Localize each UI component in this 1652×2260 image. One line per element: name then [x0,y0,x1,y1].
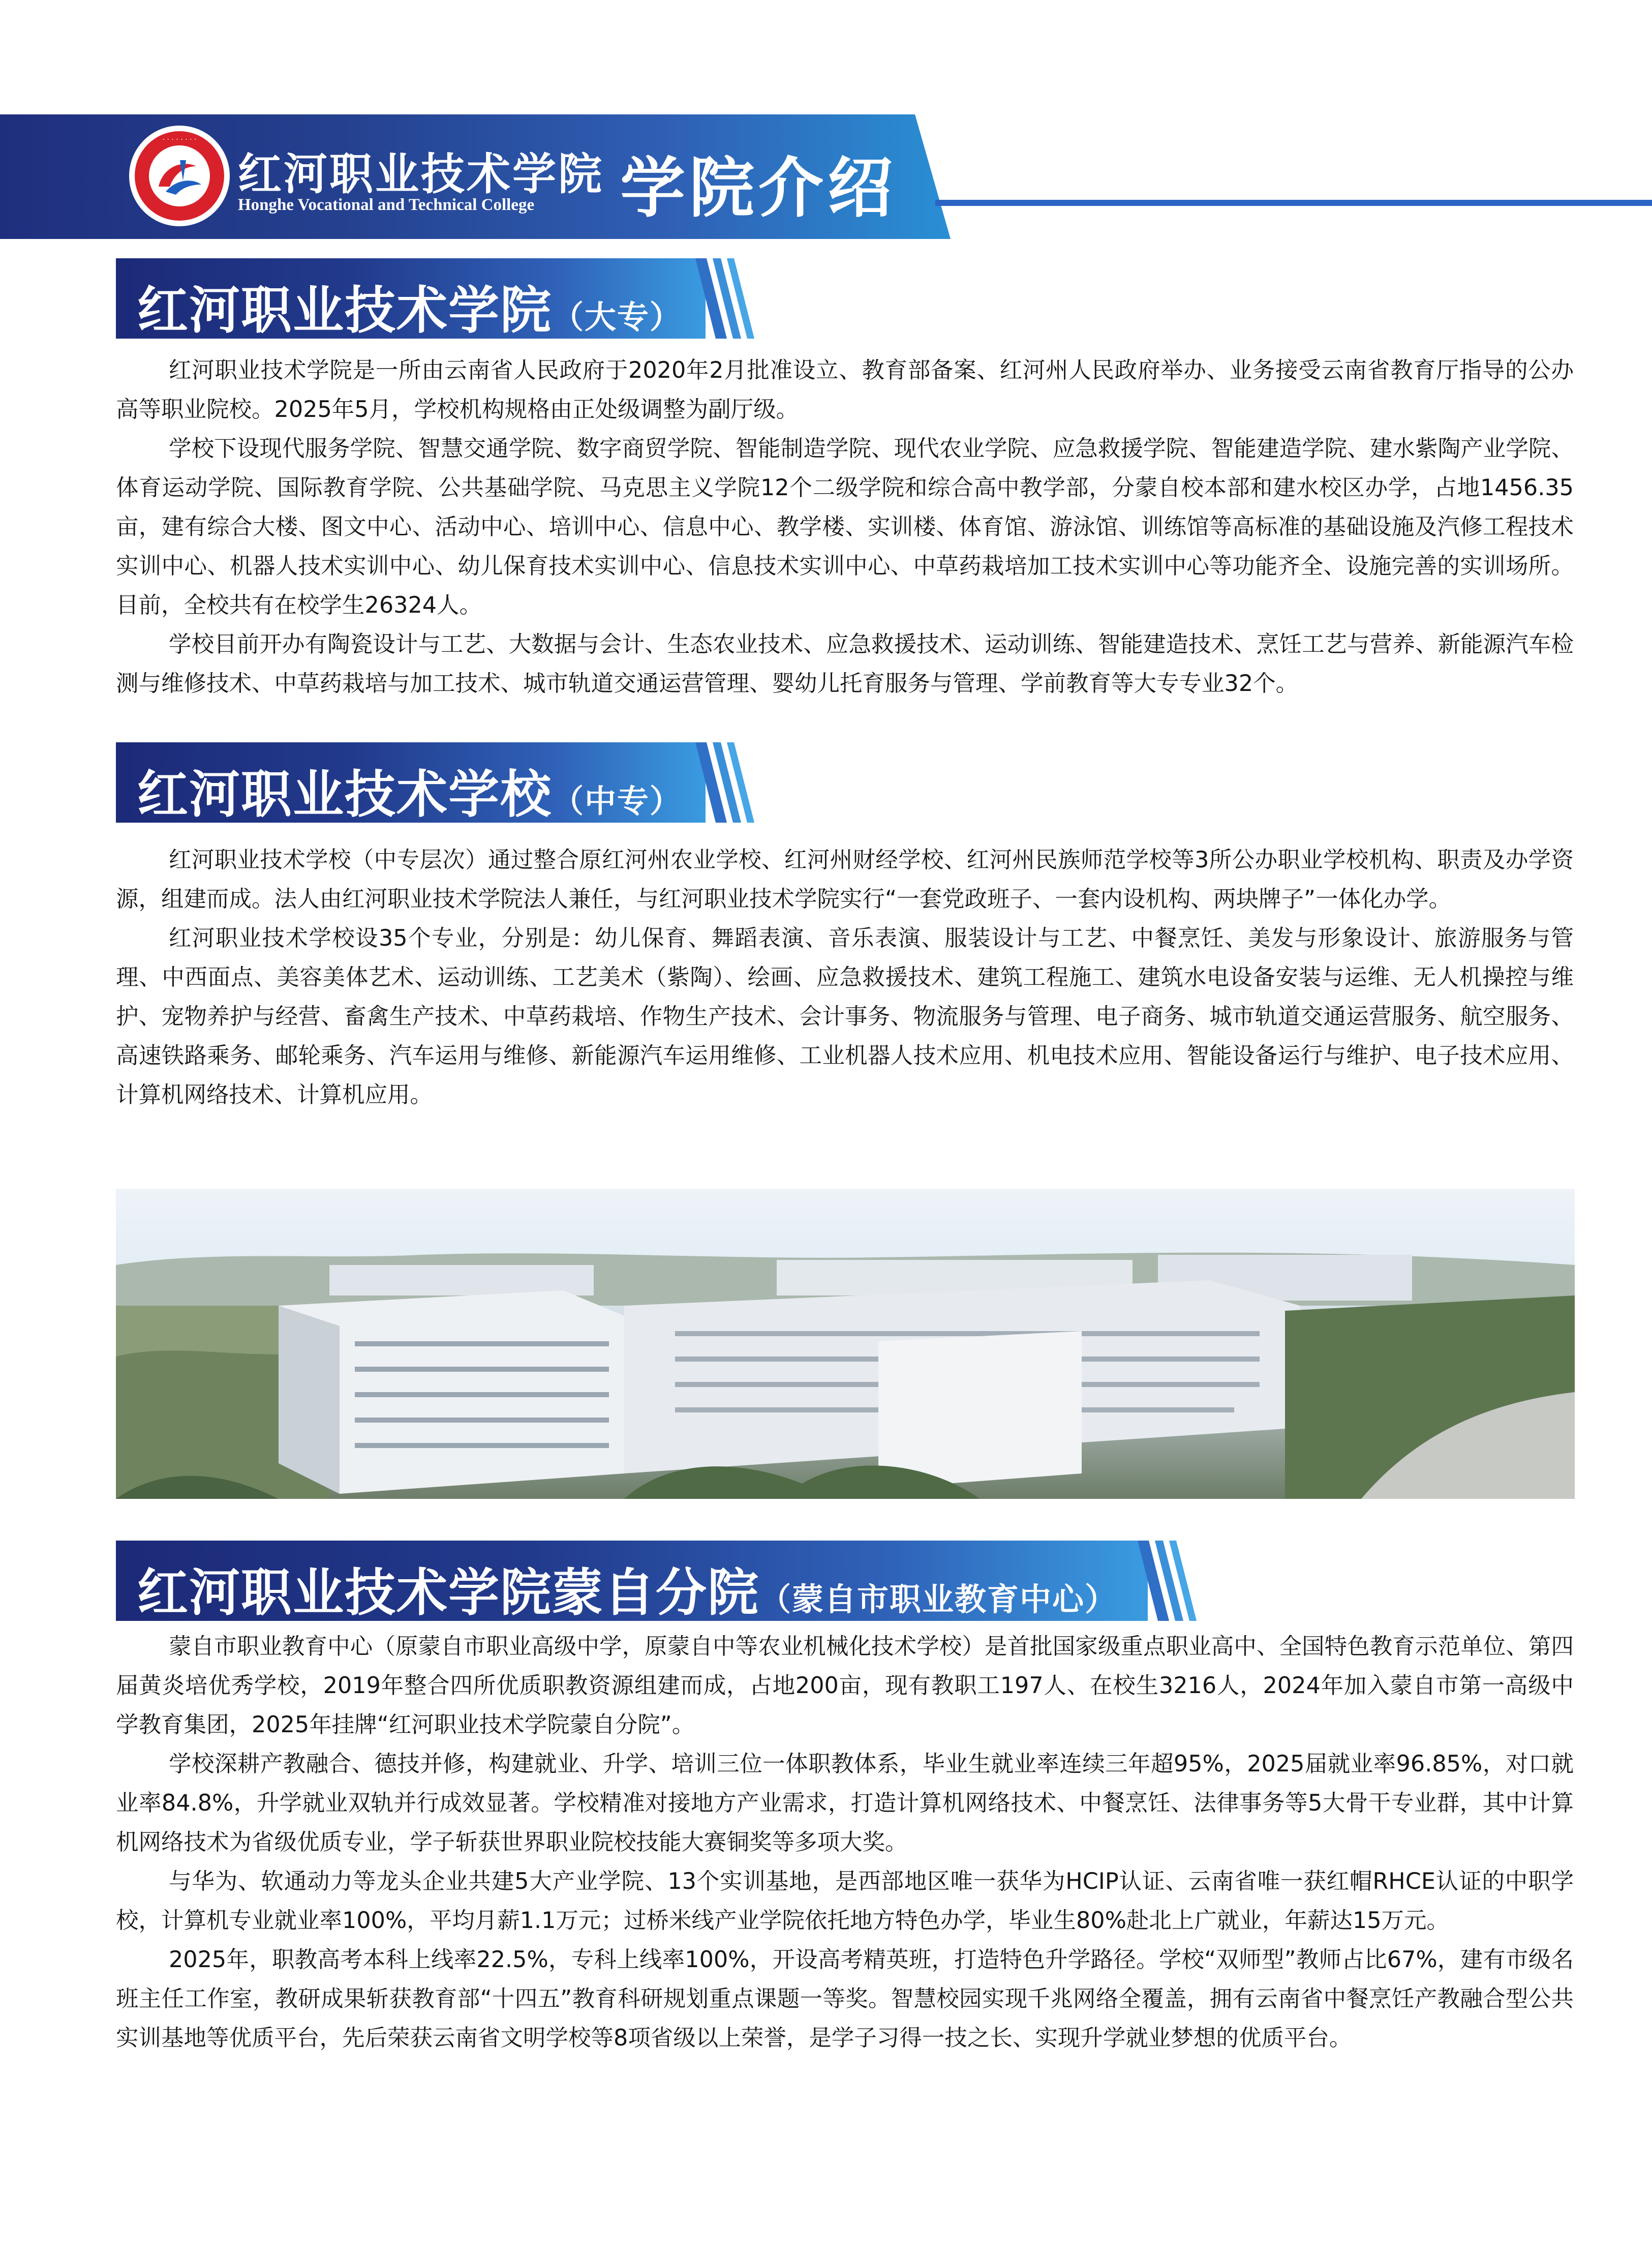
banner-accent-line [935,200,1652,206]
section-stripes [695,742,777,823]
page-title: 学院介绍 [620,150,897,226]
section-header-branch [116,1541,1224,1621]
paragraph: 2025年，职教高考本科上线率22.5%，专科上线率100%，开设高考精英班，打造特色升学路径。学校“双师型”教师占比67%，建有市级名班主任工作室，教研成果斩获教育部“十四五”教育科研规划重点课题一等奖。智慧校园实现千兆网络全覆盖，拥有云南省中餐烹饪产教融合型公共实训基地等优质平台，先后荣获云南省文明学校等8项省级以上荣誉，是学子习得一技之长、实现升学就业梦想的优质平台。 [116,1947,1574,2051]
section-title [137,1552,1117,1625]
paragraph: 红河职业技术学校设35个专业，分别是：幼儿保育、舞蹈表演、音乐表演、服装设计与工艺、中餐烹饪、美发与形象设计、旅游服务与管理、中西面点、美容美体艺术、运动训练、工艺美术（紫陶）、绘画、应急救援技术、建筑工程施工、建筑水电设备安装与运维、无人机操控与维护、宠物养护与经营、畜禽生产技术、中草药栽培、作物生产技术、会计事务、物流服务与管理、电子商务、城市轨道交通运营服务、航空服务、高速铁路乘务、邮轮乘务、汽车运用与维修、新能源汽车运用维修、工业机器人技术应用、机电技术应用、智能设备运行与维护、电子技术应用、计算机网络技术、计算机应用。 [116,925,1574,1108]
section-title-sub: （大专） [552,298,683,336]
section-title [137,269,682,343]
section-body-school [116,840,1574,1114]
campus-photo [116,1189,1575,1499]
section-title [137,754,682,827]
section-body-college [116,351,1574,703]
section-title-main: 红河职业技术学校 [137,764,552,824]
section-title-main: 红河职业技术学院 [137,280,552,340]
paragraph: 蒙自市职业教育中心（原蒙自市职业高级中学，原蒙自中等农业机械化技术学校）是首批国家级重点职业高中、全国特色教育示范单位、第四届黄炎培优秀学校，2019年整合四所优质职教资源组建而成，占地200亩，现有教职工197人、在校生3216人，2024年加入蒙自市第一高级中学教育集团，2025年挂牌“红河职业技术学院蒙自分院”。 [116,1634,1574,1738]
top-banner [0,114,1652,239]
school-logo [133,130,226,222]
paragraph: 与华为、软通动力等龙头企业共建5大产业学院、13个实训基地，是西部地区唯一获华为HCIP认证、云南省唯一获红帽RHCE认证的中职学校，计算机专业就业率100%，平均月薪1.1万元；过桥米线产业学院依托地方特色办学，毕业生80%赴北上广就业，年薪达15万元。 [116,1869,1574,1934]
paragraph: 学校深耕产教融合、德技并修，构建就业、升学、培训三位一体职教体系，毕业生就业率连续三年超95%，2025届就业率96.85%，对口就业率84.8%，升学就业双轨并行成效显著。学校精准对接地方产业需求，打造计算机网络技术、中餐烹饪、法律事务等5大骨干专业群，其中计算机网络技术为省级优质专业，学子斩获世界职业院校技能大赛铜奖等多项大奖。 [116,1751,1574,1855]
section-title-sub: （蒙自市职业教育中心） [759,1581,1118,1618]
school-name-en: Honghe Vocational and Technical College [238,196,535,214]
school-name-cn: 红河职业技术学院 [238,148,604,200]
section-body-branch [116,1627,1574,2058]
section-stripes [1138,1541,1219,1621]
paragraph: 学校目前开办有陶瓷设计与工艺、大数据与会计、生态农业技术、应急救援技术、运动训练、智能建造技术、烹饪工艺与营养、新能源汽车检测与维修技术、中草药栽培与加工技术、城市轨道交通运营管理、婴幼儿托育服务与管理、学前教育等大专专业32个。 [116,631,1574,697]
section-stripes [695,258,777,339]
section-title-main: 红河职业技术学院蒙自分院 [137,1562,759,1622]
paragraph: 红河职业技术学院是一所由云南省人民政府于2020年2月批准设立、教育部备案、红河州人民政府举办、业务接受云南省教育厅指导的公办高等职业院校。2025年5月，学校机构规格由正处级调整为副厅级。 [116,357,1574,423]
campus-photo-illustration [116,1189,1575,1499]
section-header-school [116,742,777,823]
paragraph: 学校下设现代服务学院、智慧交通学院、数字商贸学院、智能制造学院、现代农业学院、应急救援学院、智能建造学院、建水紫陶产业学院、体育运动学院、国际教育学院、公共基础学院、马克思主义学院12个二级学院和综合高中教学部，分蒙自校本部和建水校区办学，占地1456.35亩，建有综合大楼、图文中心、活动中心、培训中心、信息中心、教学楼、实训楼、体育馆、游泳馆、训练馆等高标准的基础设施及汽修工程技术实训中心、机器人技术实训中心、幼儿保育技术实训中心、信息技术实训中心、中草药栽培加工技术实训中心等功能齐全、设施完善的实训场所。目前，全校共有在校学生26324人。 [116,436,1574,618]
section-header-college [116,258,777,339]
school-logo-icon [133,130,226,222]
paragraph: 红河职业技术学校（中专层次）通过整合原红河州农业学校、红河州财经学校、红河州民族师范学校等3所公办职业学校机构、职责及办学资源，组建而成。法人由红河职业技术学院法人兼任，与红河职业技术学院实行“一套党政班子、一套内设机构、两块牌子”一体化办学。 [116,847,1574,912]
svg-text:· · · · · · · ·: · · · · · · · · [162,136,197,144]
section-title-sub: （中专） [552,782,683,820]
